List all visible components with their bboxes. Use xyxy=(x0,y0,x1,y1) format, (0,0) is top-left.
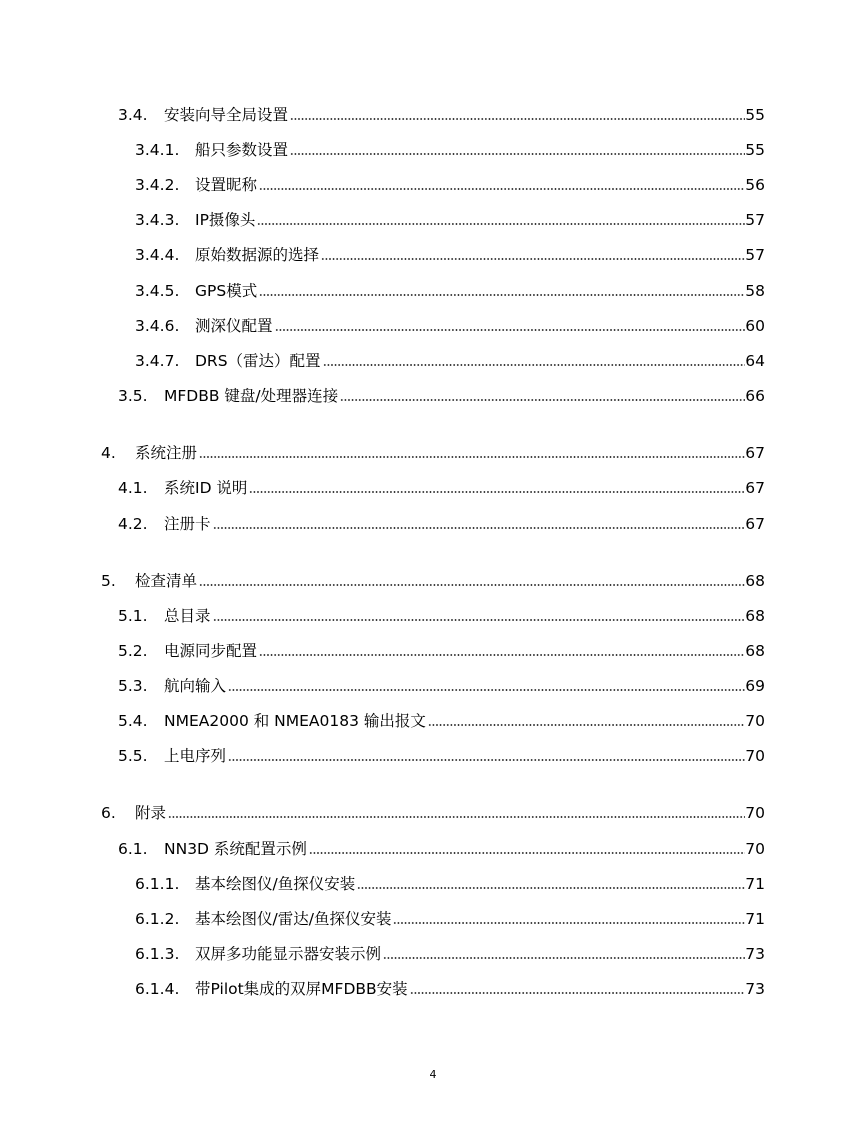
toc-entry-page: 66 xyxy=(745,387,765,405)
toc-entry-page: 68 xyxy=(745,607,765,625)
toc-entry-title: 安装向导全局设置 xyxy=(164,106,289,124)
toc-dot-leader xyxy=(290,153,745,155)
toc-entry-3-4-4[interactable] xyxy=(135,242,765,266)
toc-dot-leader xyxy=(228,689,745,691)
toc-entry-number: 3.4.5. xyxy=(135,282,180,300)
toc-entry-title: NN3D 系统配置示例 xyxy=(164,840,307,858)
toc-entry-number: 3.4.2. xyxy=(135,176,180,194)
toc-entry-page: 71 xyxy=(745,875,765,893)
toc-entry-number: 6.1.4. xyxy=(135,980,180,998)
toc-entry-5-1[interactable] xyxy=(118,603,765,627)
toc-dot-leader xyxy=(259,654,745,656)
toc-entry-page: 56 xyxy=(745,176,765,194)
toc-entry-3-4-2[interactable] xyxy=(135,172,765,196)
toc-dot-leader xyxy=(249,491,745,493)
toc-dot-leader xyxy=(383,957,745,959)
toc-entry-number: 5. xyxy=(101,572,116,590)
toc-entry-page: 58 xyxy=(745,282,765,300)
toc-entry-title: MFDBB 键盘/处理器连接 xyxy=(164,387,339,405)
toc-entry-number: 6.1.1. xyxy=(135,875,180,893)
toc-dot-leader xyxy=(309,852,745,854)
toc-dot-leader xyxy=(323,364,746,366)
toc-entry-title: 附录 xyxy=(135,804,167,822)
toc-entry-page: 70 xyxy=(745,747,765,765)
toc-entry-4[interactable] xyxy=(101,440,765,464)
toc-entry-page: 71 xyxy=(745,910,765,928)
toc-entry-page: 55 xyxy=(745,106,765,124)
toc-dot-leader xyxy=(321,258,745,260)
toc-dot-leader xyxy=(213,619,746,621)
toc-entry-number: 6.1. xyxy=(118,840,148,858)
toc-entry-title: 电源同步配置 xyxy=(164,642,258,660)
toc-entry-page: 70 xyxy=(745,712,765,730)
toc-entry-title: 注册卡 xyxy=(164,515,211,533)
toc-entry-title: 双屏多功能显示器安装示例 xyxy=(195,945,382,963)
toc-entry-title: IP摄像头 xyxy=(195,211,256,229)
page-number: 4 xyxy=(429,1068,437,1081)
toc-entry-title: 基本绘图仪/鱼探仪安装 xyxy=(195,875,356,893)
toc-entry-number: 6.1.3. xyxy=(135,945,180,963)
toc-entry-page: 73 xyxy=(745,945,765,963)
toc-entry-3-4-1[interactable] xyxy=(135,137,765,161)
toc-entry-title: 总目录 xyxy=(164,607,211,625)
toc-dot-leader xyxy=(290,118,745,120)
toc-entry-number: 3.4.4. xyxy=(135,246,180,264)
toc-dot-leader xyxy=(199,456,745,458)
toc-dot-leader xyxy=(428,724,745,726)
toc-entry-4-1[interactable] xyxy=(118,475,765,499)
toc-entry-title: DRS（雷达）配置 xyxy=(195,352,321,370)
toc-entry-page: 67 xyxy=(745,515,765,533)
toc-entry-page: 67 xyxy=(745,444,765,462)
toc-entry-page: 60 xyxy=(745,317,765,335)
toc-entry-title: GPS模式 xyxy=(195,282,258,300)
toc-entry-number: 5.1. xyxy=(118,607,148,625)
toc-entry-6-1-1[interactable] xyxy=(135,871,765,895)
toc-entry-number: 4. xyxy=(101,444,116,462)
toc-entry-title: 基本绘图仪/雷达/鱼探仪安装 xyxy=(195,910,392,928)
toc-entry-title: 测深仪配置 xyxy=(195,317,273,335)
toc-dot-leader xyxy=(275,329,746,331)
toc-entry-6-1[interactable] xyxy=(118,836,765,860)
toc-entry-title: 检查清单 xyxy=(135,572,198,590)
toc-entry-title: 原始数据源的选择 xyxy=(195,246,320,264)
toc-entry-number: 4.1. xyxy=(118,479,148,497)
toc-entry-6[interactable] xyxy=(101,800,765,824)
toc-entry-page: 57 xyxy=(745,211,765,229)
toc-dot-leader xyxy=(257,223,745,225)
toc-entry-6-1-2[interactable] xyxy=(135,906,765,930)
toc-entry-page: 64 xyxy=(745,352,765,370)
toc-entry-page: 69 xyxy=(745,677,765,695)
toc-entry-5-2[interactable] xyxy=(118,638,765,662)
toc-entry-number: 3.4.7. xyxy=(135,352,180,370)
toc-entry-number: 6. xyxy=(101,804,116,822)
toc-entry-3-4[interactable] xyxy=(118,102,765,126)
toc-dot-leader xyxy=(357,887,745,889)
toc-entry-title: 带Pilot集成的双屏MFDBB安装 xyxy=(195,980,408,998)
toc-entry-number: 5.2. xyxy=(118,642,148,660)
toc-entry-3-5[interactable] xyxy=(118,383,765,407)
toc-dot-leader xyxy=(410,992,746,994)
toc-entry-page: 70 xyxy=(745,840,765,858)
toc-entry-title: 航向输入 xyxy=(164,677,227,695)
toc-entry-number: 5.4. xyxy=(118,712,148,730)
toc-entry-page: 55 xyxy=(745,141,765,159)
toc-dot-leader xyxy=(259,188,745,190)
toc-entry-5-3[interactable] xyxy=(118,673,765,697)
toc-entry-3-4-3[interactable] xyxy=(135,207,765,231)
toc-dot-leader xyxy=(213,527,746,529)
toc-dot-leader xyxy=(393,922,745,924)
toc-entry-page: 70 xyxy=(745,804,765,822)
toc-entry-page: 57 xyxy=(745,246,765,264)
toc-entry-number: 6.1.2. xyxy=(135,910,180,928)
toc-entry-page: 73 xyxy=(745,980,765,998)
toc-entry-number: 4.2. xyxy=(118,515,148,533)
toc-entry-number: 3.4.1. xyxy=(135,141,180,159)
toc-entry-page: 67 xyxy=(745,479,765,497)
toc-entry-number: 5.5. xyxy=(118,747,148,765)
toc-entry-3-4-6[interactable] xyxy=(135,313,765,337)
toc-dot-leader xyxy=(340,399,745,401)
toc-entry-4-2[interactable] xyxy=(118,511,765,535)
toc-entry-title: 设置昵称 xyxy=(195,176,258,194)
toc-entry-title: 上电序列 xyxy=(164,747,227,765)
toc-entry-number: 3.4. xyxy=(118,106,148,124)
toc-entry-title: 系统注册 xyxy=(135,444,198,462)
toc-entry-5[interactable] xyxy=(101,568,765,592)
toc-entry-page: 68 xyxy=(745,572,765,590)
toc-entry-page: 68 xyxy=(745,642,765,660)
toc-entry-title: 船只参数设置 xyxy=(195,141,289,159)
toc-entry-number: 3.4.3. xyxy=(135,211,180,229)
toc-entry-title: 系统ID 说明 xyxy=(164,479,248,497)
toc-entry-title: NMEA2000 和 NMEA0183 输出报文 xyxy=(164,712,426,730)
toc-entry-5-5[interactable] xyxy=(118,743,765,767)
toc-entry-6-1-4[interactable] xyxy=(135,976,765,1000)
toc-entry-3-4-5[interactable] xyxy=(135,278,765,302)
toc-entry-number: 5.3. xyxy=(118,677,148,695)
toc-entry-6-1-3[interactable] xyxy=(135,941,765,965)
toc-entry-3-4-7[interactable] xyxy=(135,348,765,372)
toc-entry-number: 3.4.6. xyxy=(135,317,180,335)
toc-dot-leader xyxy=(199,584,745,586)
toc-dot-leader xyxy=(228,759,745,761)
toc-entry-5-4[interactable] xyxy=(118,708,765,732)
toc-dot-leader xyxy=(168,816,745,818)
toc-dot-leader xyxy=(259,294,745,296)
toc-entry-number: 3.5. xyxy=(118,387,148,405)
